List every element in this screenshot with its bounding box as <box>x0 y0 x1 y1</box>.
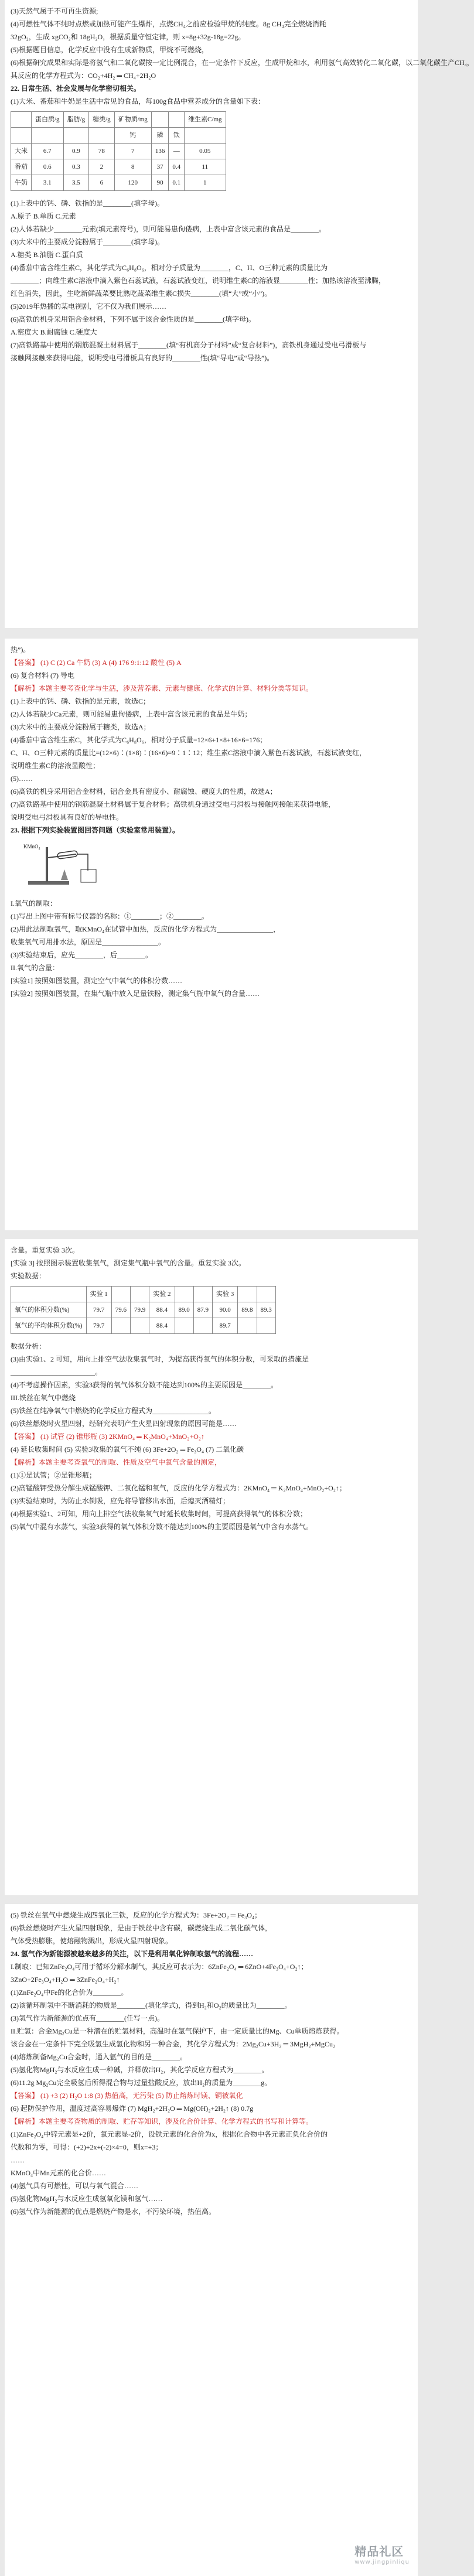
question-line: 接触网接触来获得电能，说明受电弓滑板具有良好的________性(填“导电”或“导热”)。 <box>11 354 274 362</box>
question-line: (5)氧气中混有水蒸气，实验3获得的氧气体积分数不能达到100%的主要原因是氧气中含有水蒸气。 <box>11 1523 313 1531</box>
table-cell: 0.4 <box>169 159 185 175</box>
text-line: [实验 3] 按照图示装置收集氧气，测定集气瓶中氧气的含量。重复实验 3次。 <box>11 1259 245 1267</box>
table-cell <box>151 112 169 128</box>
question-line: (2)该循环制氢中不断消耗的物质是________(填化学式)，得到H₂和O₂的质量比为________。 <box>11 2001 292 2009</box>
answer-line: 气体受热膨胀，使熔融物溅出，形成火星四射现象。 <box>11 1937 173 1945</box>
answer-line: (2)人体若缺少Ca元素，则可能易患佝偻病，上表中富含该元素的食品是牛奶； <box>11 710 252 718</box>
table-cell: 3.1 <box>32 175 64 191</box>
table-cell: 0.6 <box>32 159 64 175</box>
question-line: …… <box>11 2156 25 2164</box>
column-header <box>257 1287 275 1302</box>
page-3-content <box>11 1244 412 1533</box>
text-line: 含量。重复实验 3次。 <box>11 1246 80 1254</box>
question-23-analysis <box>11 1340 412 1533</box>
column-header: 实验 2 <box>149 1287 175 1302</box>
table-cell: 3.5 <box>63 175 89 191</box>
question-line: (5)氢化物MgH₂与水反应生成一种碱，并释放出H₂，其化学反应方程式为________。 <box>11 2066 269 2074</box>
question-line: [实验2] 按照如图装置，在集气瓶中放入足量铁粉，测定集气瓶中氧气的含量…… <box>11 990 260 998</box>
page-2-content <box>11 643 412 1000</box>
table-cell: 2 <box>89 159 115 175</box>
question-line: (6)铁丝燃烧时火星四射，经研究表明产生火星四射现象的原因可能是…… <box>11 1420 237 1428</box>
table-cell: 87.9 <box>193 1302 212 1318</box>
table-cell <box>193 1318 212 1334</box>
question-line: 红色消失，因此，生吃新鲜蔬菜要比熟吃蔬菜维生素C损失________(填“大”或“小”)。 <box>11 289 272 298</box>
table-cell: 79.6 <box>111 1302 130 1318</box>
question-line: 【解析】本题主要考查物质的制取、贮存等知识，涉及化合价计算、化学方程式的书写和计算等。 <box>11 2117 313 2125</box>
text-line: 实验数据： <box>11 1272 46 1280</box>
table-cell <box>32 128 64 144</box>
table-cell: 136 <box>151 144 169 159</box>
question-line: (3)由实验1、2 可知，用向上排空气法收集氧气时，为提高获得氧气的体积分数，可采取的措施是 <box>11 1355 309 1363</box>
answer-line: (7)高铁路基中使用的钢筋混凝土材料属于复合材料；高铁机身通过受电弓滑板与接触网接触来获得电能， <box>11 800 335 808</box>
table-cell: 钙 <box>114 128 151 144</box>
question-line: (5)2019年热播的某电视剧，它不仅为我们展示…… <box>11 302 166 311</box>
table-cell: 89.7 <box>213 1318 238 1334</box>
column-header <box>193 1287 212 1302</box>
answer-line: 【答案】 (1) C (2) Ca 牛奶 (3) A (4) 176 9:1:12 酸性 (5) A <box>11 658 182 667</box>
table-cell <box>89 128 115 144</box>
table-cell: 铁 <box>169 128 185 144</box>
solution-lines <box>11 5 474 82</box>
page-1 <box>5 0 474 628</box>
answer-line: (4)番茄中富含维生素C，其化学式为C₆H₈O₆，相对分子质量=12×6+1×8+16×6=176； <box>11 736 267 744</box>
question-line: (6)11.2g Mg₂Cu完全吸氢后所得混合物与过量盐酸反应，放出H₂的质量为________g。 <box>11 2079 272 2087</box>
question-line: (4) 延长收集时间 (5) 实验3收集的氧气不纯 (6) 3Fe+2O₂ ═ Fe₃O₄ (7) 二氧化碳 <box>11 1445 244 1454</box>
table-cell: 89.8 <box>238 1302 257 1318</box>
answer-line: (6)铁丝燃烧时产生火星四射现象，是由于铁丝中含有碳，碳燃烧生成二氧化碳气体， <box>11 1924 272 1932</box>
question-line: (3)实验结束时，为防止水倒吸，应先将导管移出水面，后熄灭酒精灯； <box>11 1497 230 1505</box>
solution-line: (4)可燃性气体不纯时点燃或加热可能产生爆炸，点燃CH₄之前应检验甲烷的纯度。8g CH₄完全燃烧消耗 <box>11 20 326 28</box>
watermark-sub: www.jingpinliqu <box>354 2559 410 2565</box>
column-header <box>175 1287 193 1302</box>
question-line: 【解析】本题主要考查氧气的制取、性质及空气中氧气含量的测定， <box>11 1458 222 1466</box>
page-4 <box>5 1904 418 2576</box>
solution-line: (6)根据研究成果和实际是将氢气和二氧化碳按一定比例混合，在一定条件下反应，生成甲烷和水，利用氢气高效转化二氧化碳，以二氧化碳生产CH₄， <box>11 59 474 67</box>
answer-line: (5)…… <box>11 774 33 783</box>
nutrition-table <box>11 111 226 191</box>
table-cell: 88.4 <box>149 1318 175 1334</box>
table-cell <box>131 1318 149 1334</box>
column-header <box>11 1287 87 1302</box>
answer-line: 说明受电弓滑板具有良好的导电性。 <box>11 813 124 821</box>
table-cell <box>238 1318 257 1334</box>
question-line: 该合金在一定条件下完全吸氢生成氢化物和另一种合金，其化学方程式为：2Mg₂Cu+3H₂ ═ 3MgH₂+MgCu₂ <box>11 2040 336 2048</box>
question-line: (4)番茄中富含维生素C，其化学式为C₆H₈O₆，相对分子质量为________，C、H、O三种元素的质量比为 <box>11 264 328 272</box>
question-line: A.密度大 B.耐腐蚀 C.硬度大 <box>11 328 97 336</box>
table-cell <box>257 1318 275 1334</box>
table-cell: 0.05 <box>185 144 226 159</box>
question-line: (2)人体若缺少________元素(填元素符号)，则可能易患佝偻病，上表中富含该元素的食品是________。 <box>11 225 326 233</box>
question-line: I.氧气的制取： <box>11 899 57 907</box>
solution-line: 其反应的化学方程式为：CO₂+4H₂ ═ CH₄+2H₂O <box>11 71 156 80</box>
question-line: (4)氢气具有可燃性，可以与氧气混合…… <box>11 2182 138 2190</box>
question-line: 【答案】 (1) +3 (2) H₂O 1:8 (3) 热值高，无污染 (5) 防止熔炼时镁、铜被氧化 <box>11 2091 243 2100</box>
table-cell: 37 <box>151 159 169 175</box>
question-line: (3)实验结束后，应先________，后________。 <box>11 951 152 959</box>
question-22-items <box>11 197 412 364</box>
table-cell: 0.9 <box>63 144 89 159</box>
question-line: II.贮氢：合金Mg₂Cu是一种潜在的贮氢材料，高温时在氩气保护下，由一定质量比的Mg、Cu单质熔炼获得。 <box>11 2027 344 2035</box>
table-cell <box>185 128 226 144</box>
table-cell: 88.4 <box>149 1302 175 1318</box>
page-1-content <box>11 5 474 364</box>
table-cell: 8 <box>114 159 151 175</box>
answer-line: 【解析】本题主要考查化学与生活，涉及营养素、元素与健康、化学式的计算、材料分类等知识。 <box>11 684 313 692</box>
question-line: (1)写出上图中带有标号仪器的名称：①________；②________。 <box>11 912 209 920</box>
question-24-title: 24. 氢气作为新能源被越来越多的关注，以下是利用氧化锌制取氢气的流程…… <box>11 1950 254 1958</box>
table-cell: 79.7 <box>86 1302 111 1318</box>
table-cell: 90.0 <box>213 1302 238 1318</box>
table-cell: 糖类/g <box>89 112 115 128</box>
table-cell: 79.7 <box>86 1318 111 1334</box>
question-line: 收集氧气可用排水法，原因是________________。 <box>11 938 166 946</box>
question-22-intro: (1)大米、番茄和牛奶是生活中常见的食品，每100g食品中营养成分的含量如下表： <box>11 97 265 105</box>
page-3 <box>5 1239 418 1895</box>
table-cell <box>175 1318 193 1334</box>
row-label: 氧气的体积分数(%) <box>11 1302 87 1318</box>
question-line: (3)大米中的主要成分淀粉属于________(填字母)。 <box>11 238 164 246</box>
answer-line: (1)上表中的钙、磷、铁指的是元素，故选C； <box>11 697 150 705</box>
table-cell <box>111 1318 130 1334</box>
figure-label: KMnO₄ <box>23 844 40 849</box>
table-cell <box>169 112 185 128</box>
table-cell: 11 <box>185 159 226 175</box>
table-cell: 7 <box>114 144 151 159</box>
question-line: (3)氢气作为新能源的优点有________(任写一点)。 <box>11 2014 164 2022</box>
table-cell <box>11 128 32 144</box>
question-line: (1)①是试管；②是锥形瓶； <box>11 1471 96 1479</box>
question-line: (1)ZnFe₂O₄中锌元素显+2价，氧元素显-2价，设铁元素的化合价为x，根据化合物中各元素正负化合价的 <box>11 2130 328 2138</box>
page-2 <box>5 639 418 1230</box>
table-cell: 78 <box>89 144 115 159</box>
solution-line: 32gO₂，生成 xgCO₂和 18gH₂O，根据质量守恒定律，则 x=8g+32g-18g=22g。 <box>11 33 245 41</box>
answer-line: 说明维生素C的溶液显酸性； <box>11 762 100 770</box>
answer-line: (3)大米中的主要成分淀粉属于糖类，故选A； <box>11 723 151 731</box>
answer-line: (6)高铁的机身采用铝合金材料，铝合金具有密度小、耐腐蚀、硬度大的性质，故选A； <box>11 787 277 796</box>
question-line: [实验1] 按照如图装置，测定空气中氧气的体积分数…… <box>11 977 182 985</box>
table-subheader-row <box>11 128 226 144</box>
table-row <box>11 144 226 159</box>
column-header: 实验 1 <box>86 1287 111 1302</box>
question-line: (2)用此法制取氧气，取KMnO₄在试管中加热，反应的化学方程式为________________， <box>11 925 281 933</box>
table-row <box>11 1318 276 1334</box>
question-line: (2)高锰酸钾受热分解生成锰酸钾、二氧化锰和氧气，反应的化学方程式为：2KMnO₄ ═ K₂MnO₄+MnO₂+O₂↑； <box>11 1484 346 1492</box>
answer-line: C、H、O三种元素的质量比=(12×6)∶(1×8)∶(16×6)=9∶1∶12；维生素C溶液中滴入紫色石蕊试液，石蕊试液变红， <box>11 749 367 757</box>
experiment-data-table <box>11 1286 276 1334</box>
solution-line: (5)根据题目信息，化学反应中没有生成新物质，甲烷不可燃烧， <box>11 46 209 54</box>
column-header <box>131 1287 149 1302</box>
answer-line: (6) 复合材料 (7) 导电 <box>11 671 74 680</box>
page-4-content <box>11 1909 412 2218</box>
question-23-title: 23. 根据下列实验装置图回答问题（实验室常用装置）。 <box>11 826 180 834</box>
question-line: 【答案】 (1) 试管 (2) 锥形瓶 (3) 2KMnO₄ ═ K₂MnO₄+MnO₂+O₂↑ <box>11 1432 204 1441</box>
question-line: (4)不考虑操作因素，实验3获得的氧气体积分数不能达到100%的主要原因是________。 <box>11 1381 278 1389</box>
table-row <box>11 175 226 191</box>
question-line: (1)上表中的钙、磷、铁指的是________(填字母)。 <box>11 199 164 207</box>
lab-apparatus-figure <box>22 841 98 888</box>
question-line: (7)高铁路基中使用的钢筋混凝土材料属于________(填“有机高分子材料”或“复合材料”)，高铁机身通过受电弓滑板与 <box>11 341 367 349</box>
table-cell: 1 <box>185 175 226 191</box>
question-line: (6)氢气作为新能源的优点是燃烧产物是水，不污染环境，热值高。 <box>11 2207 216 2216</box>
question-line: ________________________。 <box>11 1368 103 1376</box>
table-cell: 0.1 <box>169 175 185 191</box>
experiment-intro-lines <box>11 1244 412 1282</box>
question-24-items <box>11 1960 412 2218</box>
solution-line: (3)天然气属于不可再生资源; <box>11 7 98 15</box>
question-line: (6) 起防保护作用，温度过高容易爆炸 (7) MgH₂+2H₂O ═ Mg(OH)₂+2H₂↑ (8) 0.7g <box>11 2104 254 2113</box>
row-label: 氧气的平均体积分数(%) <box>11 1318 87 1334</box>
question-line: 数据分析： <box>11 1342 46 1350</box>
table-cell <box>11 112 32 128</box>
table-cell: 大米 <box>11 144 32 159</box>
table-cell: 蛋白质/g <box>32 112 64 128</box>
table-cell: 脂肪/g <box>63 112 89 128</box>
table-header-row <box>11 1287 276 1302</box>
table-row <box>11 1302 276 1318</box>
table-header-row <box>11 112 226 128</box>
table-cell: 6.7 <box>32 144 64 159</box>
table-cell: 79.9 <box>131 1302 149 1318</box>
column-header <box>111 1287 130 1302</box>
table-cell: 89.0 <box>175 1302 193 1318</box>
question-22-title: 22. 日常生活、社会发展与化学密切相关。 <box>11 84 141 93</box>
table-cell: — <box>169 144 185 159</box>
watermark-text: 精品礼区 <box>354 2544 404 2558</box>
table-cell: 90 <box>151 175 169 191</box>
question-line: (4)熔炼制备Mg₂Cu合金时，通入氩气的目的是________。 <box>11 2053 187 2061</box>
column-header: 实验 3 <box>213 1287 238 1302</box>
question-line: (6)高铁的机身采用铝合金材料，下列不属于该合金性质的是________(填字母)。 <box>11 315 255 323</box>
question-line: KMnO₄中Mn元素的化合价…… <box>11 2169 106 2177</box>
question-line: (5)铁丝在纯净氧气中燃烧的化学反应方程式为________________。 <box>11 1407 216 1415</box>
table-cell: 6 <box>89 175 115 191</box>
table-cell: 120 <box>114 175 151 191</box>
question-line: (4)根据实验1、2可知，用向上排空气法收集氧气时延长收集时间，可提高获得氧气的体积分数； <box>11 1510 307 1518</box>
table-cell: 磷 <box>151 128 169 144</box>
question-23-items <box>11 897 412 1000</box>
table-row <box>11 159 226 175</box>
question-line: A.原子 B.单质 C.元素 <box>11 212 76 220</box>
question-line: II.氧气的含量： <box>11 964 59 972</box>
question-line: A.糖类 B.油脂 C.蛋白质 <box>11 251 83 259</box>
table-cell: 矿物质/mg <box>114 112 151 128</box>
table-cell: 0.3 <box>63 159 89 175</box>
question-line: ________；向维生素C溶液中滴入紫色石蕊试液，石蕊试液变红，说明维生素C的溶液显________性；加热该溶液至沸腾， <box>11 277 386 285</box>
table-cell: 番茄 <box>11 159 32 175</box>
answer-22-lines <box>11 643 412 824</box>
question-line: 代数和为零，可得：(+2)+2x+(-2)×4=0，则x=+3； <box>11 2143 163 2151</box>
column-header <box>238 1287 257 1302</box>
question-line: (1)ZnFe₂O₄中Fe的化合价为________。 <box>11 1988 128 1997</box>
table-cell: 牛奶 <box>11 175 32 191</box>
table-cell: 维生素C/mg <box>185 112 226 128</box>
table-cell <box>63 128 89 144</box>
question-line: I.制取：已知ZnFe₂O₄可用于循环分解水制气，其反应可表示为：6ZnFe₂O₄ ═ 6ZnO+4Fe₃O₄+O₂↑； <box>11 1963 308 1971</box>
question-line: III.铁丝在氧气中燃烧 <box>11 1394 76 1402</box>
answer-line: 热”)。 <box>11 646 30 654</box>
site-watermark <box>354 2542 410 2565</box>
question-line: 3ZnO+2Fe₃O₄+H₂O ═ 3ZnFe₂O₄+H₂↑ <box>11 1975 120 1984</box>
table-cell: 89.3 <box>257 1302 275 1318</box>
question-line: (5)氢化物MgH₂与水反应生成氢氧化镁和氢气…… <box>11 2195 163 2203</box>
answer-23-tail-lines <box>11 1909 412 1947</box>
answer-line: (5) 铁丝在氧气中燃烧生成四氧化三铁，反应的化学方程式为：3Fe+2O₂ ═ Fe₃O₄； <box>11 1911 262 1919</box>
